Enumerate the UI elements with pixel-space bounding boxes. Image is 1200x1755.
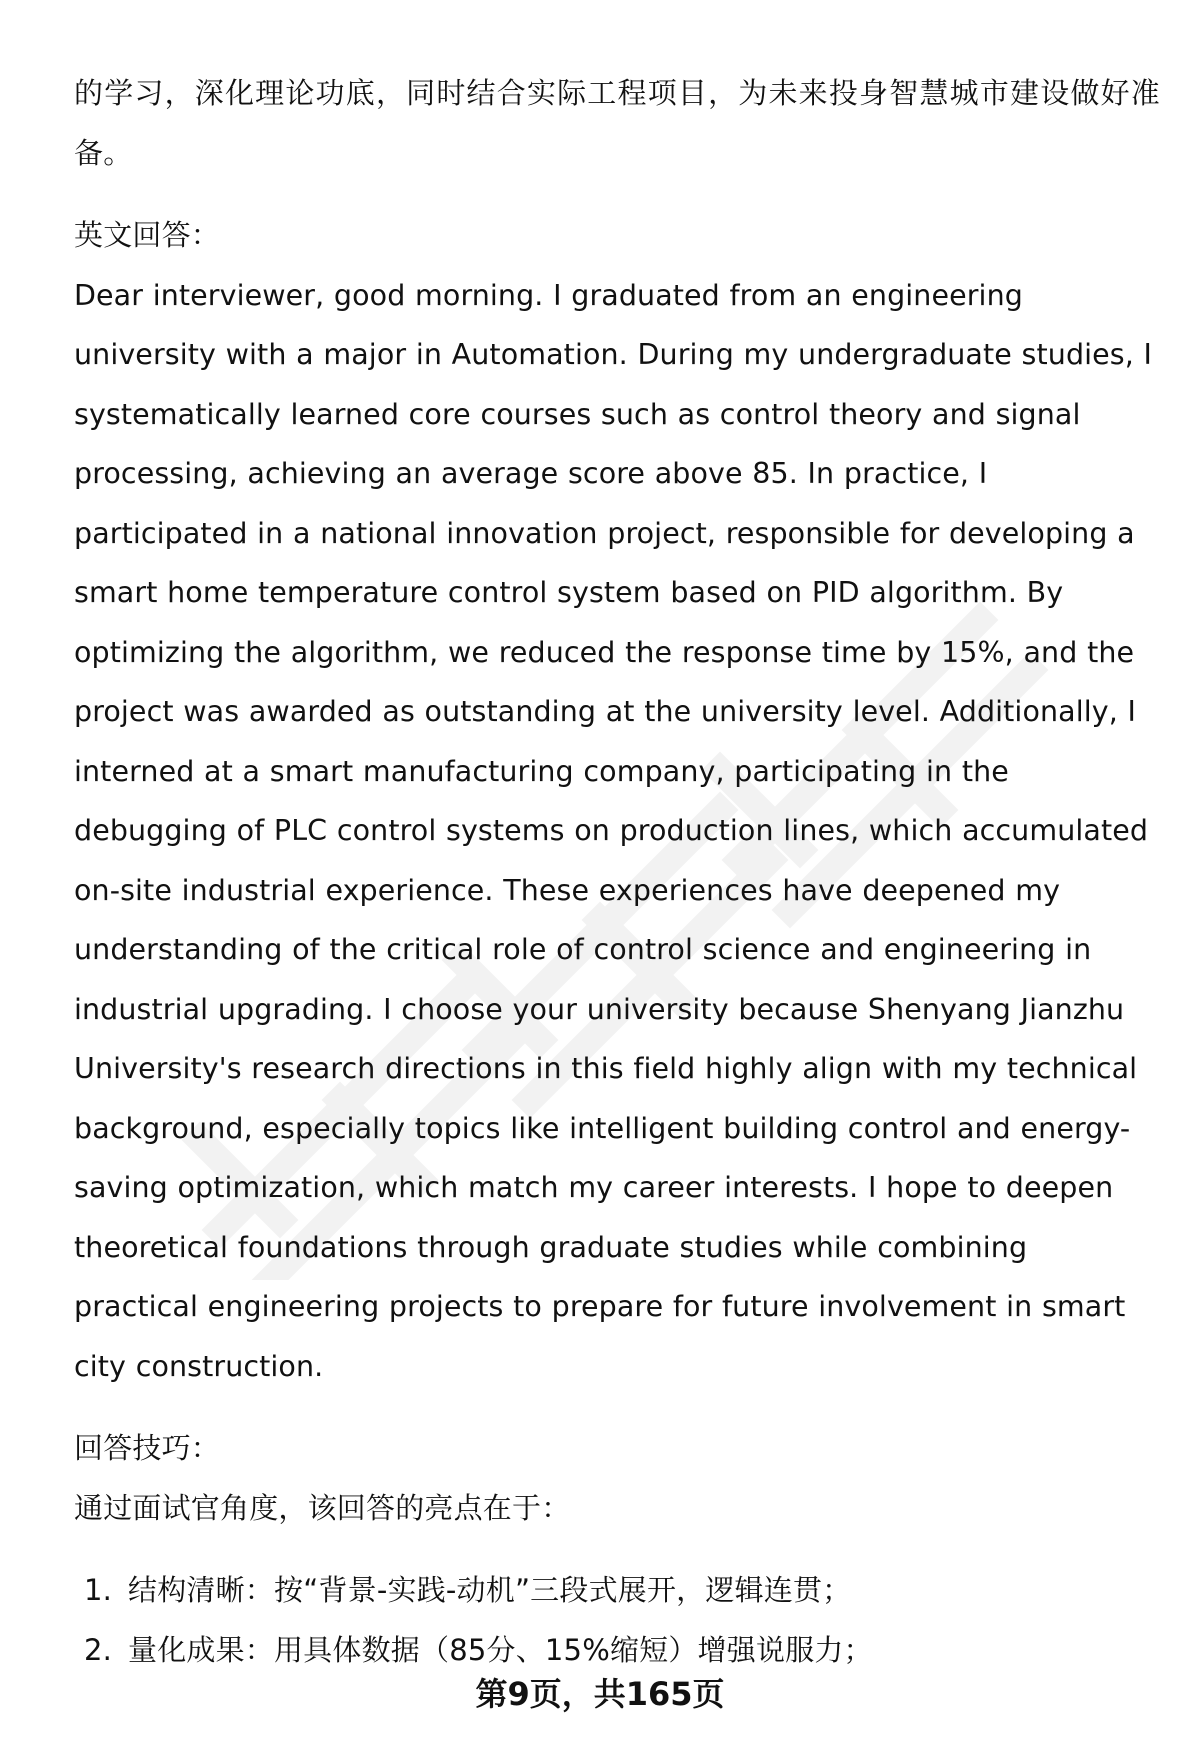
tips-list-item xyxy=(74,1561,1160,1621)
document-body xyxy=(74,64,1160,1680)
page-indicator: 第9页，共165页 xyxy=(475,1675,725,1713)
tips-list-item-number: 2. xyxy=(84,1632,113,1667)
tips-list-item-text: 量化成果：用具体数据（85分、15%缩短）增强说服力； xyxy=(128,1632,873,1667)
tips-list-item-number: 1. xyxy=(84,1573,113,1607)
tips-list xyxy=(74,1561,1160,1680)
english-answer-paragraph: Dear interviewer, good morning. I graduated from an engineering university with a major in Automation. During my undergraduate studies, I systematically learned core courses such as control theory and signal processing, achieving an average score above 85. In practice, I participated in a national innovation project, responsible for developing a smart home temperature control system based on PID algorithm. By optimizing the algorithm, we reduced the response time by 15%, and the project was awarded as outstanding at the university level. Additionally, I interned at a smart manufacturing company, participating in the debugging of PLC control systems on production lines, which accumulated on-site industrial experience. These experiences have deepened my understanding of the critical role of control science and engineering in industrial upgrading. I choose your university because Shenyang Jianzhu University's research directions in this field highly align with my technical background, especially topics like intelligent building control and energy-saving optimization, which match my career interests. I hope to deepen theoretical foundations through graduate studies while combining practical engineering projects to prepare for future involvement in smart city construction. xyxy=(74,278,1153,1383)
tips-list-item-text: 结构清晰：按“背景-实践-动机”三段式展开，逻辑连贯； xyxy=(128,1573,852,1607)
continuation-paragraph: 的学习，深化理论功底，同时结合实际工程项目，为未来投身智慧城市建设做好准备。 xyxy=(74,76,1160,170)
tips-intro: 通过面试官角度，该回答的亮点在于： xyxy=(74,1490,571,1525)
english-answer-label: 英文回答： xyxy=(74,218,221,252)
tips-label: 回答技巧： xyxy=(74,1431,221,1465)
